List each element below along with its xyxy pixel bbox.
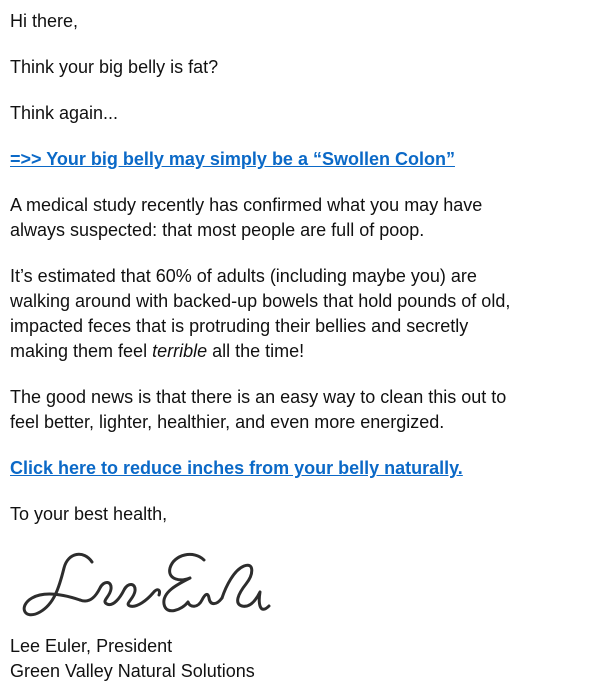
signature-name-title: Lee Euler, President (10, 636, 173, 656)
estimate-paragraph-line: impacted feces that is protruding their bellies and secretly (10, 316, 469, 336)
hook-question-text: Think your big belly is fat? (10, 57, 219, 77)
signature-image (12, 548, 274, 632)
closing-text: To your best health, (10, 504, 168, 524)
estimate-paragraph-last-line (10, 339, 609, 364)
cta-link-paragraph (10, 456, 609, 481)
estimate-paragraph-line: walking around with backed-up bowels that hold pounds of old, (10, 291, 511, 311)
terrible-emphasis: terrible (152, 341, 208, 361)
last-line-suffix: all the time! (207, 341, 305, 361)
estimate-paragraph (10, 264, 609, 364)
good-news-paragraph-line: The good news is that there is an easy way to clean this out to (10, 387, 507, 407)
signature-company: Green Valley Natural Solutions (10, 661, 255, 681)
good-news-paragraph (10, 385, 609, 435)
hook-answer-text: Think again... (10, 103, 119, 123)
greeting-text: Hi there, (10, 11, 79, 31)
good-news-paragraph-line: feel better, lighter, healthier, and even more energized. (10, 412, 445, 432)
estimate-paragraph-line: It’s estimated that 60% of adults (including maybe you) are (10, 266, 477, 286)
study-paragraph-line: A medical study recently has confirmed what you may have (10, 195, 483, 215)
study-paragraph (10, 193, 609, 243)
last-line-prefix: making them feel (10, 341, 153, 361)
reduce-inches-link[interactable]: Click here to reduce inches from your belly naturally. (10, 458, 463, 478)
study-paragraph-line: always suspected: that most people are full of poop. (10, 220, 425, 240)
signature-block (10, 548, 609, 632)
headline-link-paragraph (10, 147, 609, 172)
swollen-colon-link[interactable]: =>> Your big belly may simply be a “Swollen Colon” (10, 149, 455, 169)
